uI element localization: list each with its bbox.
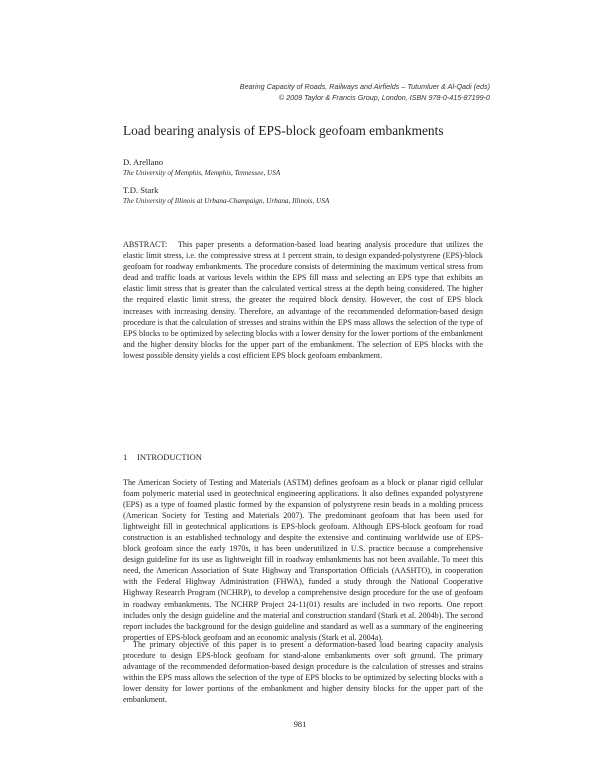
section-number: 1 — [123, 452, 128, 462]
page-number: 981 — [293, 720, 307, 729]
author-name: D. Arellano — [123, 157, 164, 167]
author-affiliation: The University of Memphis, Memphis, Tennessee, USA — [123, 169, 281, 177]
author-affiliation: The University of Illinois at Urbana-Champaign, Urbana, Illinois, USA — [123, 197, 330, 205]
header-copyright: © 2009 Taylor & Francis Group, London, ISBN 978-0-415-87199-0 — [278, 92, 490, 102]
author-block — [123, 157, 503, 178]
body-paragraph: The primary objective of this paper is to present a deformation-based load bearing capacity analysis procedure to design EPS-block geofoam for stand-alone embankments over soft ground. The primary advantage of the recommended deformation-based design procedure is the calculation of stresses and strains within the EPS mass allows the selection of the type of EPS blocks to be optimized by selecting blocks with a lower density for lower portions of the embankment and higher density blocks for the upper part of the embankment. — [123, 640, 483, 705]
section-title: INTRODUCTION — [137, 452, 202, 462]
body-paragraph: The American Society of Testing and Materials (ASTM) defines geofoam as a block or planar rigid cellular foam polymeric material used in geotechnical engineering applications. It also defines expanded polystyrene (EPS) as a type of foamed plastic formed by the expansion of polystyrene resin beads in a molding process (American Society for Testing and Materials 2007). The predominant geofoam that has been used for lightweight fill in geotechnical applications is EPS-block geofoam. Although EPS-block geofoam for road construction is an established technology and despite the extensive and continuing worldwide use of EPS-block geofoam since the early 1970s, it has been underutilized in U.S. practice because a comprehensive design guideline for its use as lightweight fill in roadway embankments has not been available. To meet this need, the American Association of State Highway and Transportation Officials (AASHTO), in cooperation with the Federal Highway Administration (FHWA), funded a study through the National Cooperative Highway Research Program (NCHRP), to develop a comprehensive design procedure for the use of geofoam in roadway embankments. The NCHRP Project 24-11(01) results are included in two reports. One report includes only the design guideline and the material and construction standard (Stark et al. 2004b). The second report includes the background for the design guideline and standard as well as a summary of the engineering properties of EPS-block geofoam and an economic analysis (Stark et al. 2004a). — [123, 478, 483, 642]
paper-title: Load bearing analysis of EPS-block geofoam embankments — [123, 123, 444, 138]
header-citation: Bearing Capacity of Roads, Railways and Airfields – Tutumluer & Al-Qadi (eds) — [239, 82, 490, 91]
abstract-text: This paper presents a deformation-based load bearing analysis procedure that utilizes the elastic limit stress, i.e. the compressive stress at 1 percent strain, to design expanded-polystyrene (EPS)-block geofoam for roadway embankments. The procedure consists of determining the maximum vertical stress from dead and traffic loads at various levels within the EPS fill mass and selecting an EPS type that exhibits an elastic limit stress that is greater than the calculated vertical stress at the depth being considered. The higher the required elastic limit stress, the greater the required block density. However, the cost of EPS block increases with increasing density. Therefore, an advantage of the recommended deformation-based design procedure is that the calculation of stresses and strains within the EPS mass allows the selection of the type of EPS blocks to be optimized by selecting blocks with a lower density for the lower portions of the embankment and the higher density blocks for the upper part of the embankment. The selection of EPS blocks with the lowest possible density yields a cost efficient EPS block geofoam embankment. — [123, 240, 484, 360]
abstract — [123, 239, 483, 361]
author-name: T.D. Stark — [123, 185, 159, 195]
abstract-label: ABSTRACT: — [123, 240, 168, 249]
section-heading — [123, 452, 202, 463]
running-header — [160, 82, 490, 103]
author-block — [123, 185, 503, 206]
body-paragraph-wrapper — [123, 639, 483, 705]
